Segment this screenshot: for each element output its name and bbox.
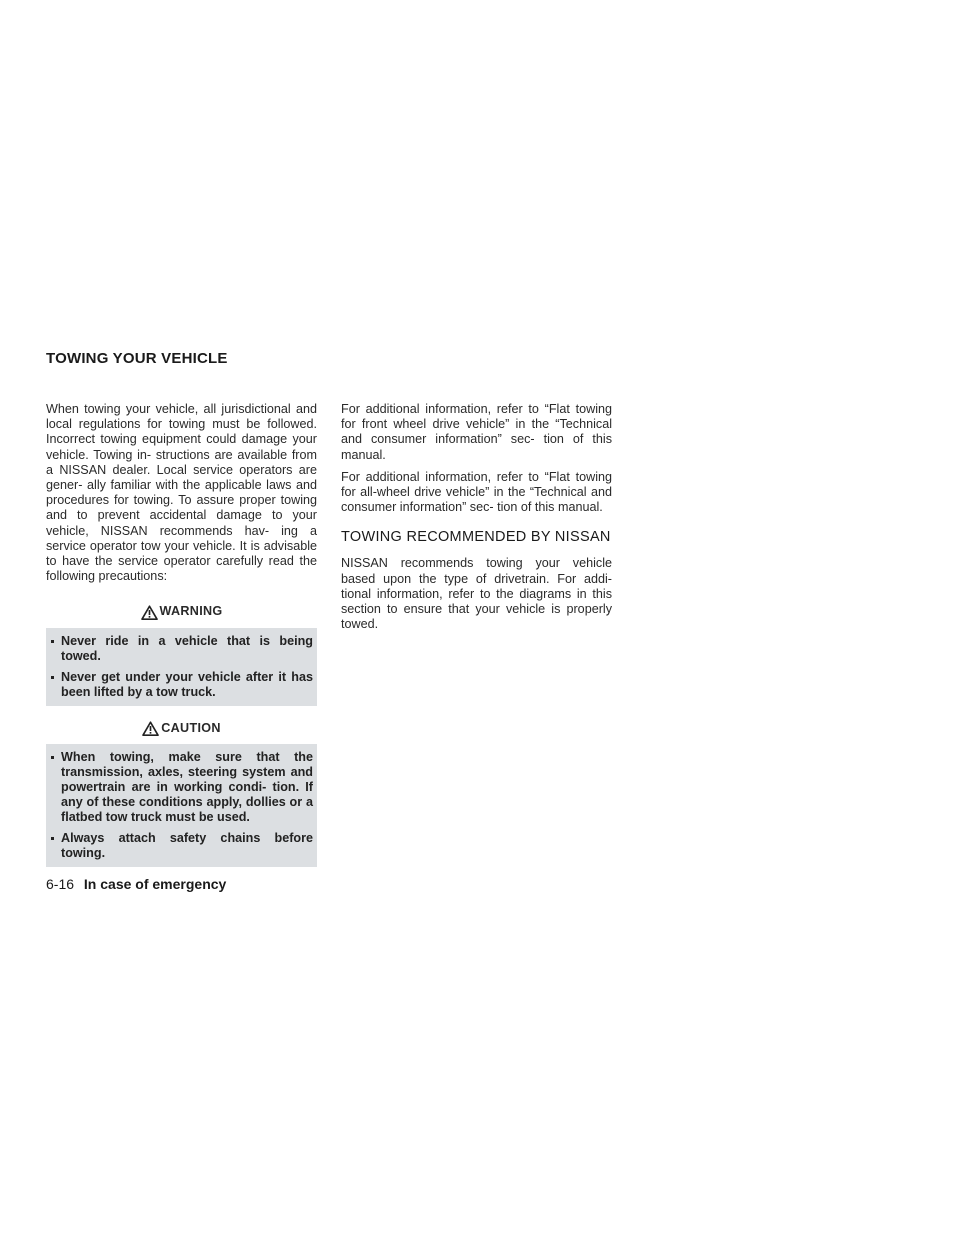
left-column (46, 402, 317, 876)
caution-list (46, 750, 313, 861)
warning-triangle-icon (141, 605, 158, 620)
chapter-title: In case of emergency (83, 876, 227, 892)
page-footer (46, 876, 226, 892)
warning-item: Never ride in a vehicle that is being towed. (46, 634, 313, 664)
subheading: TOWING RECOMMENDED BY NISSAN (341, 529, 611, 546)
caution-box (46, 715, 317, 867)
warning-header (46, 598, 317, 627)
right-column (341, 402, 612, 639)
warning-triangle-icon (142, 721, 159, 736)
caution-header (46, 715, 317, 744)
warning-box (46, 598, 317, 705)
intro-paragraph: When towing your vehicle, all jurisdictional and local regulations for towing must be followed. Incorrect towing equipment could damage your vehicle. Towing in- structions are available from a NISSAN dealer. Local service operators are gener- ally familiar with the applicable laws and procedures for towing. To assure proper towing and to prevent accidental damage to your vehicle, NISSAN recommends hav- ing a service operator tow your vehicle. It is advisable to have the service operator carefully read the following precautions: (46, 402, 317, 584)
info-paragraph-front-wheel: For additional information, refer to “Flat towing for front wheel drive vehicle” in the “Technical and consumer information” sec- tion of this manual. (341, 402, 612, 462)
page-number: 6-16 (46, 876, 75, 892)
caution-title: CAUTION (161, 720, 221, 735)
caution-item: When towing, make sure that the transmission, axles, steering system and powertrain are in working condi- tion. If any of these conditions apply, dollies or a flatbed tow truck must be used. (46, 750, 313, 825)
recommendation-paragraph: NISSAN recommends towing your vehicle based upon the type of drivetrain. For addi- tional information, refer to the diagrams in this section to ensure that your vehicle is properly towed. (341, 556, 612, 632)
section-title: TOWING YOUR VEHICLE (46, 350, 228, 367)
caution-item: Always attach safety chains before towing. (46, 831, 313, 861)
warning-item: Never get under your vehicle after it has been lifted by a tow truck. (46, 670, 313, 700)
info-paragraph-all-wheel: For additional information, refer to “Flat towing for all-wheel drive vehicle” in the “Technical and consumer information” sec- tion of this manual. (341, 469, 612, 515)
warning-title: WARNING (159, 604, 223, 619)
warning-list (46, 634, 313, 700)
